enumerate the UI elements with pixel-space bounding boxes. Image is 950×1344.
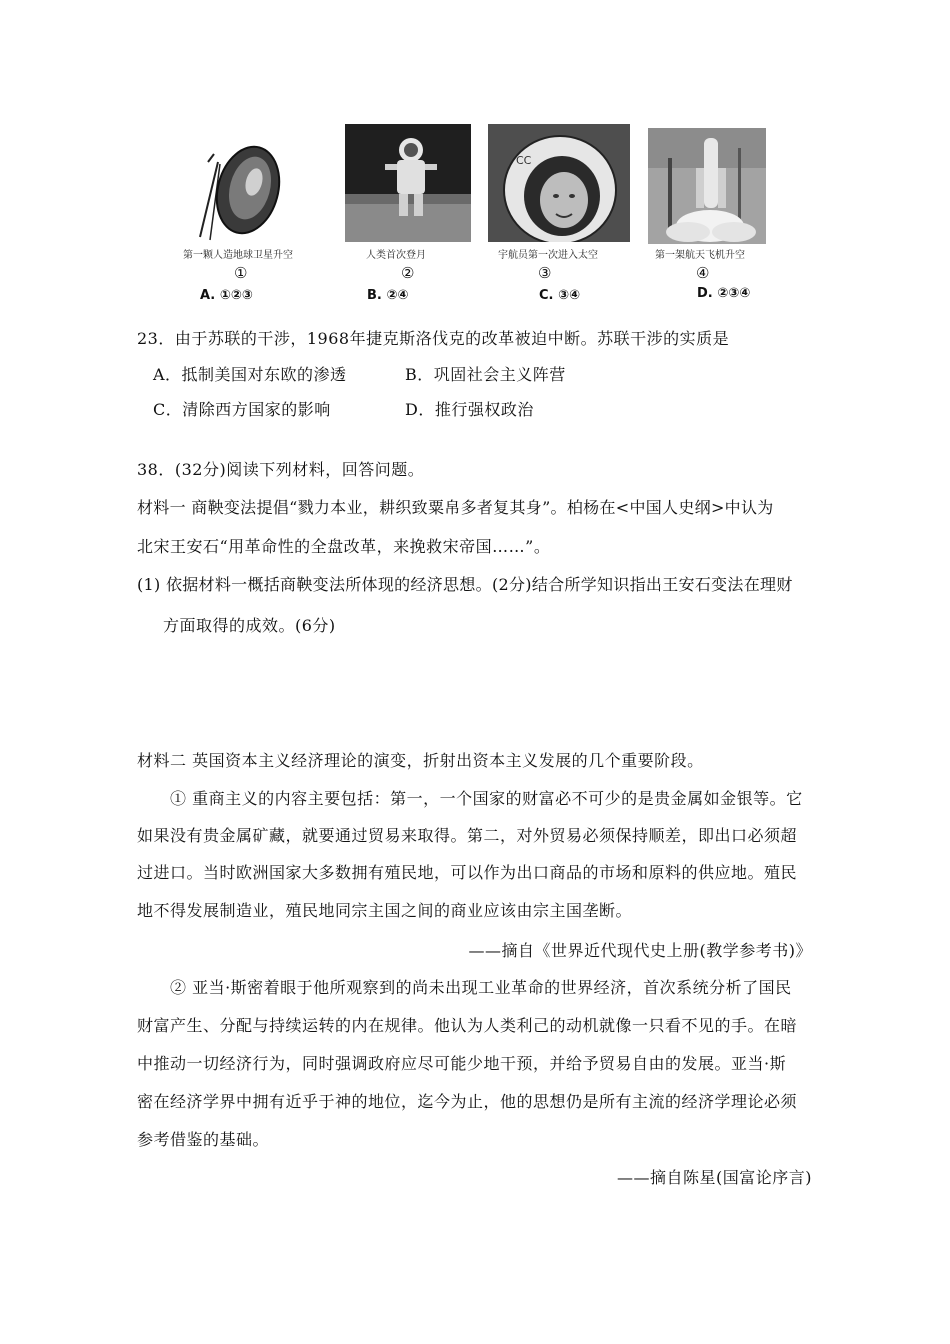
cosmonaut-helmet-photo [488, 124, 630, 242]
q23-option-b: B．巩固社会主义阵营 [405, 365, 566, 384]
sub-question-1: (1) 依据材料一概括商鞅变法所体现的经济思想。(2分)结合所学知识指出王安石变法在理财 [137, 575, 793, 594]
space-shuttle-launch-photo [648, 128, 766, 244]
image-caption: 人类首次登月 [366, 250, 426, 261]
svg-text:CC: CC [516, 154, 532, 167]
image-caption: 第一颗人造地球卫星升空 [183, 250, 293, 261]
source-attribution: ——摘自陈星(国富论序言) [617, 1168, 812, 1187]
image-caption: 宇航员第一次进入太空 [498, 250, 598, 261]
q38-title: 38．(32分)阅读下列材料，回答问题。 [137, 460, 425, 479]
paragraph-line: 参考借鉴的基础。 [137, 1130, 270, 1149]
q23-option-a: A．抵制美国对东欧的渗透 [153, 365, 347, 384]
q23-stem: 23．由于苏联的干涉，1968年捷克斯洛伐克的改革被迫中断。苏联干涉的实质是 [137, 329, 730, 348]
paragraph-line: 财富产生、分配与持续运转的内在规律。他认为人类利己的动机就像一只看不见的手。在暗 [137, 1016, 798, 1035]
paragraph-line: 密在经济学界中拥有近乎于神的地位，迄今为止，他的思想仍是所有主流的经济学理论必须 [137, 1092, 798, 1111]
paragraph-line: 地不得发展制造业，殖民地同宗主国之间的商业应该由宗主国垄断。 [137, 901, 633, 920]
image-number: ③ [538, 264, 552, 282]
option-c: C. ③④ [539, 288, 581, 303]
q23-option-d: D．推行强权政治 [405, 400, 534, 419]
option-a: A. ①②③ [200, 288, 253, 303]
source-attribution: ——摘自《世界近代现代史上册(教学参考书)》 [468, 941, 812, 960]
sub-question-1: 方面取得的成效。(6分) [163, 616, 336, 635]
astronaut-on-moon-photo [345, 124, 471, 242]
paragraph-line: ② 亚当·斯密着眼于他所观察到的尚未出现工业革命的世界经济，首次系统分析了国民 [170, 978, 792, 997]
image-number: ④ [696, 264, 710, 282]
option-b: B. ②④ [367, 288, 409, 303]
image-number: ① [234, 264, 248, 282]
satellite-illustration [190, 132, 310, 242]
q23-option-c: C．清除西方国家的影响 [153, 400, 331, 419]
paragraph-line: 如果没有贵金属矿藏，就要通过贸易来取得。第二，对外贸易必须保持顺差，即出口必须超 [137, 826, 798, 845]
image-caption: 第一架航天飞机升空 [655, 250, 745, 261]
material-one-line: 材料一 商鞅变法提倡“戮力本业，耕织致粟帛多者复其身”。柏杨在<中国人史纲>中认为 [137, 498, 774, 517]
image-number: ② [401, 264, 415, 282]
paragraph-line: ① 重商主义的内容主要包括：第一，一个国家的财富必不可少的是贵金属如金银等。它 [170, 789, 803, 808]
material-one-line: 北宋王安石“用革命性的全盘改革，来挽救宋帝国……”。 [137, 537, 551, 556]
option-d: D. ②③④ [697, 286, 751, 301]
paragraph-line: 过进口。当时欧洲国家大多数拥有殖民地，可以作为出口商品的市场和原料的供应地。殖民 [137, 863, 798, 882]
paragraph-line: 中推动一切经济行为，同时强调政府应尽可能少地干预，并给予贸易自由的发展。亚当·斯 [137, 1054, 787, 1073]
material-two-title: 材料二 英国资本主义经济理论的演变，折射出资本主义发展的几个重要阶段。 [137, 751, 704, 770]
